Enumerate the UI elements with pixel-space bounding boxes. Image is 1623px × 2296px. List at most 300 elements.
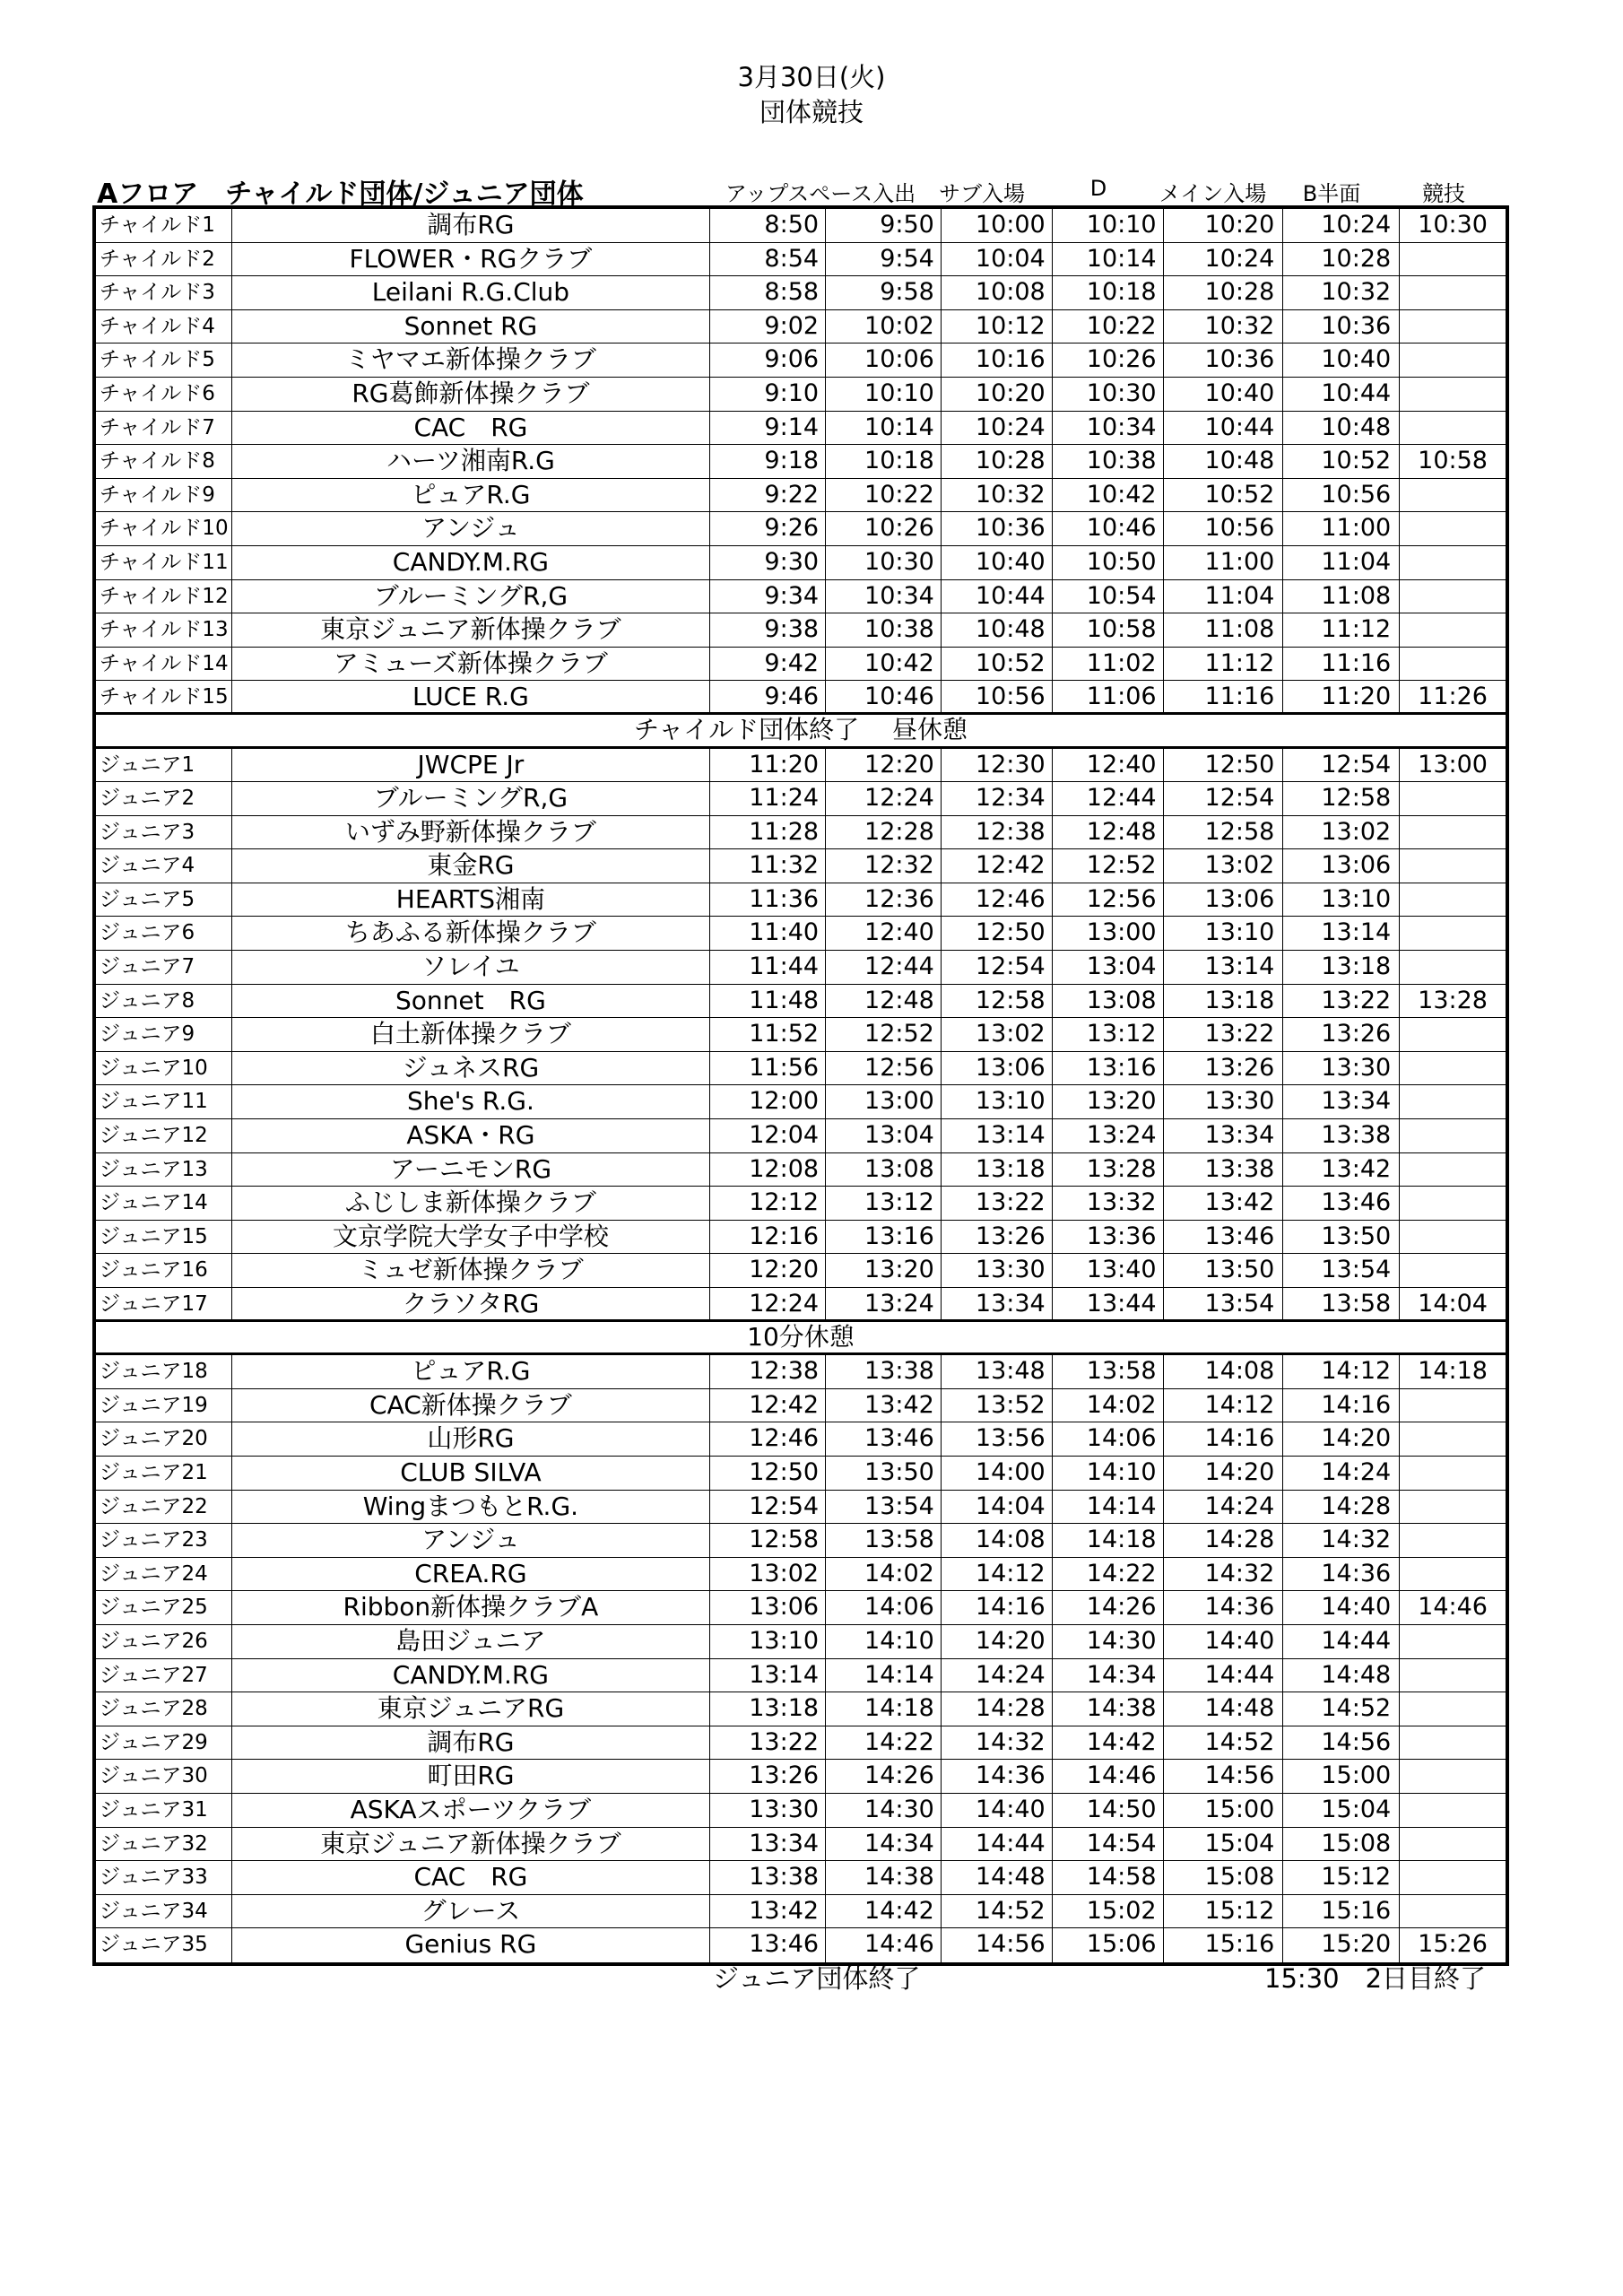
- entry-number: チャイルド11: [96, 546, 232, 579]
- col-header-up-space: アップスペース入出: [725, 181, 916, 206]
- b-half-time: 13:14: [1164, 951, 1284, 984]
- entry-number: チャイルド1: [96, 209, 232, 242]
- main-entry-time: 13:12: [1053, 1018, 1164, 1051]
- start-time: [1400, 243, 1506, 276]
- start-time: [1400, 1119, 1506, 1152]
- up-space-time: 8:54: [710, 243, 826, 276]
- col-header-competition: 競技: [1422, 181, 1465, 206]
- start-time: [1400, 1828, 1506, 1861]
- competition-time: 14:48: [1283, 1659, 1400, 1692]
- competition-time: 14:52: [1283, 1692, 1400, 1726]
- main-entry-time: 14:30: [1053, 1625, 1164, 1658]
- main-entry-time: 12:52: [1053, 849, 1164, 883]
- d-time: 13:14: [942, 1119, 1053, 1152]
- main-entry-time: 10:38: [1053, 445, 1164, 478]
- competition-time: 11:20: [1283, 681, 1400, 712]
- sub-entry-time: 13:04: [826, 1119, 942, 1152]
- b-half-time: 13:38: [1164, 1153, 1284, 1187]
- b-half-time: 13:18: [1164, 985, 1284, 1018]
- entry-number: チャイルド3: [96, 276, 232, 309]
- main-entry-time: 13:28: [1053, 1153, 1164, 1187]
- section-separator: チャイルド団体終了 昼休憩: [96, 715, 1506, 749]
- d-time: 14:36: [942, 1760, 1053, 1793]
- sub-entry-time: 13:38: [826, 1355, 942, 1388]
- col-header-main-entry: メイン入場: [1159, 181, 1267, 206]
- sub-entry-time: 13:24: [826, 1288, 942, 1319]
- table-row: [96, 1591, 1506, 1625]
- b-half-time: 15:12: [1164, 1895, 1284, 1928]
- table-row: [96, 310, 1506, 344]
- up-space-time: 12:04: [710, 1119, 826, 1152]
- main-entry-time: 14:02: [1053, 1389, 1164, 1422]
- sub-entry-time: 14:46: [826, 1928, 942, 1962]
- col-header-d: D: [1089, 176, 1107, 201]
- start-time: 10:30: [1418, 211, 1488, 239]
- d-time: 12:42: [942, 849, 1053, 883]
- footer-junior-end: ジュニア団体終了: [713, 1963, 921, 1994]
- main-entry-time: 10:18: [1053, 276, 1164, 309]
- up-space-time: 11:40: [710, 917, 826, 950]
- sub-entry-time: 10:30: [826, 546, 942, 579]
- start-time: [1400, 412, 1506, 445]
- entry-number: ジュニア18: [96, 1355, 232, 1388]
- competition-time: 14:32: [1283, 1524, 1400, 1557]
- entry-number: ジュニア31: [96, 1794, 232, 1827]
- competition-time: 13:30: [1283, 1052, 1400, 1085]
- entry-number: ジュニア34: [96, 1895, 232, 1928]
- table-row: [96, 816, 1506, 850]
- table-row: [96, 479, 1506, 513]
- entry-number: ジュニア30: [96, 1760, 232, 1793]
- team-name: FLOWER・RGクラブ: [232, 243, 711, 276]
- sub-entry-time: 12:48: [826, 985, 942, 1018]
- sub-entry-time: 13:46: [826, 1422, 942, 1456]
- b-half-time: 14:36: [1164, 1591, 1284, 1624]
- start-time: [1400, 1457, 1506, 1490]
- b-half-time: 13:46: [1164, 1221, 1284, 1254]
- main-entry-time: 12:56: [1053, 883, 1164, 917]
- d-time: 13:30: [942, 1254, 1053, 1287]
- table-row: [96, 1558, 1506, 1592]
- main-entry-time: 10:22: [1053, 310, 1164, 344]
- entry-number: ジュニア21: [96, 1457, 232, 1490]
- main-entry-time: 12:48: [1053, 816, 1164, 849]
- main-entry-time: 14:22: [1053, 1558, 1164, 1591]
- entry-number: ジュニア29: [96, 1726, 232, 1760]
- start-time: [1400, 1760, 1506, 1793]
- start-time: [1400, 648, 1506, 681]
- competition-time: 10:44: [1283, 378, 1400, 411]
- main-entry-time: 15:06: [1053, 1928, 1164, 1962]
- up-space-time: 9:18: [710, 445, 826, 478]
- start-time: [1400, 816, 1506, 849]
- d-time: 10:28: [942, 445, 1053, 478]
- b-half-time: 13:02: [1164, 849, 1284, 883]
- start-time: [1400, 1422, 1506, 1456]
- b-half-time: 10:56: [1164, 512, 1284, 545]
- event-title: 団体競技: [759, 97, 864, 127]
- team-name: CAC RG: [232, 412, 711, 445]
- main-entry-time: 12:44: [1053, 782, 1164, 815]
- up-space-time: 9:06: [710, 344, 826, 377]
- competition-time: 11:08: [1283, 580, 1400, 613]
- entry-number: チャイルド4: [96, 310, 232, 344]
- up-space-time: 13:26: [710, 1760, 826, 1793]
- up-space-time: 11:48: [710, 985, 826, 1018]
- main-entry-time: 10:30: [1053, 378, 1164, 411]
- b-half-time: 14:48: [1164, 1692, 1284, 1726]
- table-row: [96, 1221, 1506, 1255]
- sub-entry-time: 14:42: [826, 1895, 942, 1928]
- up-space-time: 11:32: [710, 849, 826, 883]
- competition-time: 13:34: [1283, 1085, 1400, 1118]
- entry-number: チャイルド6: [96, 378, 232, 411]
- table-row: [96, 445, 1506, 479]
- up-space-time: 11:52: [710, 1018, 826, 1051]
- entry-number: ジュニア9: [96, 1018, 232, 1051]
- table-row: [96, 276, 1506, 310]
- competition-time: 13:14: [1283, 917, 1400, 950]
- main-entry-time: 14:46: [1053, 1760, 1164, 1793]
- entry-number: チャイルド5: [96, 344, 232, 377]
- up-space-time: 9:38: [710, 613, 826, 647]
- sub-entry-time: 14:26: [826, 1760, 942, 1793]
- sub-entry-time: 12:52: [826, 1018, 942, 1051]
- team-name: アンジュ: [232, 1524, 711, 1557]
- competition-time: 13:10: [1283, 883, 1400, 917]
- d-time: 12:38: [942, 816, 1053, 849]
- team-name: HEARTS湘南: [232, 883, 711, 917]
- table-row: [96, 749, 1506, 783]
- entry-number: ジュニア16: [96, 1254, 232, 1287]
- table-row: [96, 849, 1506, 883]
- competition-time: 15:20: [1283, 1928, 1400, 1962]
- b-half-time: 13:06: [1164, 883, 1284, 917]
- table-row: [96, 1153, 1506, 1187]
- d-time: 14:56: [942, 1928, 1053, 1962]
- d-time: 10:00: [942, 209, 1053, 242]
- main-entry-time: 10:46: [1053, 512, 1164, 545]
- start-time: [1400, 1221, 1506, 1254]
- b-half-time: 13:10: [1164, 917, 1284, 950]
- team-name: ASKA・RG: [232, 1119, 711, 1152]
- up-space-time: 13:22: [710, 1726, 826, 1760]
- b-half-time: 15:16: [1164, 1928, 1284, 1962]
- main-entry-time: 10:10: [1053, 209, 1164, 242]
- entry-number: ジュニア13: [96, 1153, 232, 1187]
- competition-time: 15:00: [1283, 1760, 1400, 1793]
- team-name: ブルーミングR,G: [232, 782, 711, 815]
- up-space-time: 13:46: [710, 1928, 826, 1962]
- d-time: 10:52: [942, 648, 1053, 681]
- team-name: ちあふる新体操クラブ: [232, 917, 711, 950]
- sub-entry-time: 12:28: [826, 816, 942, 849]
- entry-number: ジュニア3: [96, 816, 232, 849]
- competition-time: 13:50: [1283, 1221, 1400, 1254]
- entry-number: ジュニア17: [96, 1288, 232, 1319]
- competition-time: 10:36: [1283, 310, 1400, 344]
- team-name: ハーツ湘南R.G: [232, 445, 711, 478]
- team-name: 山形RG: [232, 1422, 711, 1456]
- entry-number: ジュニア12: [96, 1119, 232, 1152]
- entry-number: ジュニア15: [96, 1221, 232, 1254]
- b-half-time: 13:54: [1164, 1288, 1284, 1319]
- d-time: 13:22: [942, 1187, 1053, 1220]
- table-row: [96, 1052, 1506, 1086]
- d-time: 14:16: [942, 1591, 1053, 1624]
- sub-entry-time: 14:38: [826, 1861, 942, 1894]
- team-name: Ribbon新体操クラブA: [232, 1591, 711, 1624]
- table-row: [96, 1895, 1506, 1929]
- competition-time: 10:32: [1283, 276, 1400, 309]
- main-entry-time: 14:58: [1053, 1861, 1164, 1894]
- team-name: 町田RG: [232, 1760, 711, 1793]
- main-entry-time: 11:06: [1053, 681, 1164, 712]
- d-time: 10:32: [942, 479, 1053, 512]
- table-row: [96, 344, 1506, 378]
- sub-entry-time: 10:06: [826, 344, 942, 377]
- start-time: 13:28: [1418, 986, 1488, 1014]
- table-row: [96, 1760, 1506, 1794]
- main-entry-time: 10:42: [1053, 479, 1164, 512]
- sub-entry-time: 13:16: [826, 1221, 942, 1254]
- sub-entry-time: 13:54: [826, 1491, 942, 1524]
- d-time: 10:16: [942, 344, 1053, 377]
- entry-number: チャイルド9: [96, 479, 232, 512]
- d-time: 10:20: [942, 378, 1053, 411]
- entry-number: ジュニア5: [96, 883, 232, 917]
- b-half-time: 14:20: [1164, 1457, 1284, 1490]
- d-time: 13:10: [942, 1085, 1053, 1118]
- competition-time: 15:04: [1283, 1794, 1400, 1827]
- team-name: いずみ野新体操クラブ: [232, 816, 711, 849]
- sub-entry-time: 13:50: [826, 1457, 942, 1490]
- competition-time: 11:04: [1283, 546, 1400, 579]
- sub-entry-time: 10:18: [826, 445, 942, 478]
- competition-time: 14:44: [1283, 1625, 1400, 1658]
- start-time: [1400, 276, 1506, 309]
- up-space-time: 9:26: [710, 512, 826, 545]
- team-name: ふじしま新体操クラブ: [232, 1187, 711, 1220]
- team-name: ASKAスポーツクラブ: [232, 1794, 711, 1827]
- b-half-time: 14:12: [1164, 1389, 1284, 1422]
- sub-entry-time: 14:14: [826, 1659, 942, 1692]
- b-half-time: 13:50: [1164, 1254, 1284, 1287]
- b-half-time: 14:28: [1164, 1524, 1284, 1557]
- start-time: [1400, 512, 1506, 545]
- table-row: [96, 1254, 1506, 1288]
- start-time: [1400, 1895, 1506, 1928]
- competition-time: 11:16: [1283, 648, 1400, 681]
- table-row: [96, 512, 1506, 546]
- entry-number: ジュニア6: [96, 917, 232, 950]
- d-time: 12:54: [942, 951, 1053, 984]
- main-entry-time: 13:32: [1053, 1187, 1164, 1220]
- entry-number: チャイルド12: [96, 580, 232, 613]
- main-entry-time: 14:38: [1053, 1692, 1164, 1726]
- d-time: 14:32: [942, 1726, 1053, 1760]
- start-time: [1400, 883, 1506, 917]
- main-entry-time: 13:36: [1053, 1221, 1164, 1254]
- entry-number: ジュニア10: [96, 1052, 232, 1085]
- competition-time: 13:42: [1283, 1153, 1400, 1187]
- table-row: [96, 1422, 1506, 1457]
- b-half-time: 12:50: [1164, 749, 1284, 782]
- table-row: [96, 209, 1506, 243]
- b-half-time: 10:28: [1164, 276, 1284, 309]
- entry-number: チャイルド14: [96, 648, 232, 681]
- d-time: 13:02: [942, 1018, 1053, 1051]
- competition-time: 10:48: [1283, 412, 1400, 445]
- up-space-time: 9:30: [710, 546, 826, 579]
- team-name: CANDY.M.RG: [232, 1659, 711, 1692]
- b-half-time: 14:40: [1164, 1625, 1284, 1658]
- b-half-time: 14:56: [1164, 1760, 1284, 1793]
- main-entry-time: 14:42: [1053, 1726, 1164, 1760]
- d-time: 14:40: [942, 1794, 1053, 1827]
- b-half-time: 12:58: [1164, 816, 1284, 849]
- d-time: 13:52: [942, 1389, 1053, 1422]
- team-name: アンジュ: [232, 512, 711, 545]
- table-row: [96, 1491, 1506, 1525]
- entry-number: ジュニア35: [96, 1928, 232, 1962]
- table-row: [96, 243, 1506, 277]
- main-entry-time: 14:34: [1053, 1659, 1164, 1692]
- start-time: [1400, 1052, 1506, 1085]
- table-row: [96, 546, 1506, 580]
- start-time: 14:04: [1418, 1290, 1488, 1318]
- team-name: Leilani R.G.Club: [232, 276, 711, 309]
- team-name: ピュアR.G: [232, 1355, 711, 1388]
- main-entry-time: 10:50: [1053, 546, 1164, 579]
- sub-entry-time: 10:26: [826, 512, 942, 545]
- team-name: JWCPE Jr: [232, 749, 711, 782]
- d-time: 14:28: [942, 1692, 1053, 1726]
- team-name: ブルーミングR,G: [232, 580, 711, 613]
- table-row: [96, 1625, 1506, 1659]
- start-time: [1400, 1861, 1506, 1894]
- start-time: [1400, 1018, 1506, 1051]
- up-space-time: 12:38: [710, 1355, 826, 1388]
- main-entry-time: 14:14: [1053, 1491, 1164, 1524]
- b-half-time: 15:04: [1164, 1828, 1284, 1861]
- sub-entry-time: 13:08: [826, 1153, 942, 1187]
- team-name: 東京ジュニア新体操クラブ: [232, 1828, 711, 1861]
- up-space-time: 13:30: [710, 1794, 826, 1827]
- d-time: 13:18: [942, 1153, 1053, 1187]
- team-name: CREA.RG: [232, 1558, 711, 1591]
- sub-entry-time: 10:14: [826, 412, 942, 445]
- entry-number: ジュニア8: [96, 985, 232, 1018]
- up-space-time: 9:10: [710, 378, 826, 411]
- start-time: [1400, 1085, 1506, 1118]
- competition-time: 10:56: [1283, 479, 1400, 512]
- team-name: 東京ジュニア新体操クラブ: [232, 613, 711, 647]
- sub-entry-time: 10:38: [826, 613, 942, 647]
- main-entry-time: 13:04: [1053, 951, 1164, 984]
- main-entry-time: 10:34: [1053, 412, 1164, 445]
- start-time: [1400, 1625, 1506, 1658]
- up-space-time: 11:56: [710, 1052, 826, 1085]
- competition-time: 10:40: [1283, 344, 1400, 377]
- up-space-time: 12:54: [710, 1491, 826, 1524]
- start-time: [1400, 1187, 1506, 1220]
- table-row: [96, 681, 1506, 715]
- start-time: [1400, 1491, 1506, 1524]
- start-time: [1400, 1524, 1506, 1557]
- start-time: [1400, 849, 1506, 883]
- b-half-time: 14:16: [1164, 1422, 1284, 1456]
- start-time: [1400, 1254, 1506, 1287]
- up-space-time: 11:44: [710, 951, 826, 984]
- team-name: ピュアR.G: [232, 479, 711, 512]
- main-entry-time: 13:16: [1053, 1052, 1164, 1085]
- footer-day-end: 15:30 2日目終了: [1264, 1963, 1487, 1994]
- entry-number: ジュニア33: [96, 1861, 232, 1894]
- d-time: 12:46: [942, 883, 1053, 917]
- start-time: [1400, 917, 1506, 950]
- competition-time: 14:28: [1283, 1491, 1400, 1524]
- main-entry-time: 13:08: [1053, 985, 1164, 1018]
- competition-time: 13:46: [1283, 1187, 1400, 1220]
- sub-entry-time: 12:36: [826, 883, 942, 917]
- col-header-sub-entry: サブ入場: [939, 181, 1025, 206]
- team-name: CLUB SILVA: [232, 1457, 711, 1490]
- entry-number: ジュニア28: [96, 1692, 232, 1726]
- competition-time: 10:28: [1283, 243, 1400, 276]
- team-name: She's R.G.: [232, 1085, 711, 1118]
- up-space-time: 9:42: [710, 648, 826, 681]
- team-name: アミューズ新体操クラブ: [232, 648, 711, 681]
- b-half-time: 11:00: [1164, 546, 1284, 579]
- team-name: RG葛飾新体操クラブ: [232, 378, 711, 411]
- main-entry-time: 13:40: [1053, 1254, 1164, 1287]
- start-time: [1400, 782, 1506, 815]
- competition-time: 11:00: [1283, 512, 1400, 545]
- main-entry-time: 14:50: [1053, 1794, 1164, 1827]
- sub-entry-time: 10:02: [826, 310, 942, 344]
- competition-time: 12:58: [1283, 782, 1400, 815]
- team-name: 東金RG: [232, 849, 711, 883]
- table-row: [96, 985, 1506, 1019]
- start-time: [1400, 1659, 1506, 1692]
- d-time: 13:56: [942, 1422, 1053, 1456]
- team-name: WingまつもとR.G.: [232, 1491, 711, 1524]
- sub-entry-time: 13:12: [826, 1187, 942, 1220]
- main-entry-time: 13:58: [1053, 1355, 1164, 1388]
- main-entry-time: 10:26: [1053, 344, 1164, 377]
- sub-entry-time: 10:42: [826, 648, 942, 681]
- entry-number: ジュニア24: [96, 1558, 232, 1591]
- up-space-time: 12:42: [710, 1389, 826, 1422]
- entry-number: ジュニア4: [96, 849, 232, 883]
- start-time: [1400, 1794, 1506, 1827]
- table-row: [96, 1524, 1506, 1558]
- up-space-time: 13:38: [710, 1861, 826, 1894]
- b-half-time: 10:52: [1164, 479, 1284, 512]
- b-half-time: 11:08: [1164, 613, 1284, 647]
- date-title: 3月30日(火): [737, 62, 886, 92]
- d-time: 10:08: [942, 276, 1053, 309]
- schedule-table: [92, 205, 1509, 1966]
- d-time: 14:04: [942, 1491, 1053, 1524]
- table-row: [96, 1119, 1506, 1153]
- team-name: 白土新体操クラブ: [232, 1018, 711, 1051]
- competition-time: 14:16: [1283, 1389, 1400, 1422]
- table-row: [96, 613, 1506, 648]
- entry-number: ジュニア32: [96, 1828, 232, 1861]
- competition-time: 13:54: [1283, 1254, 1400, 1287]
